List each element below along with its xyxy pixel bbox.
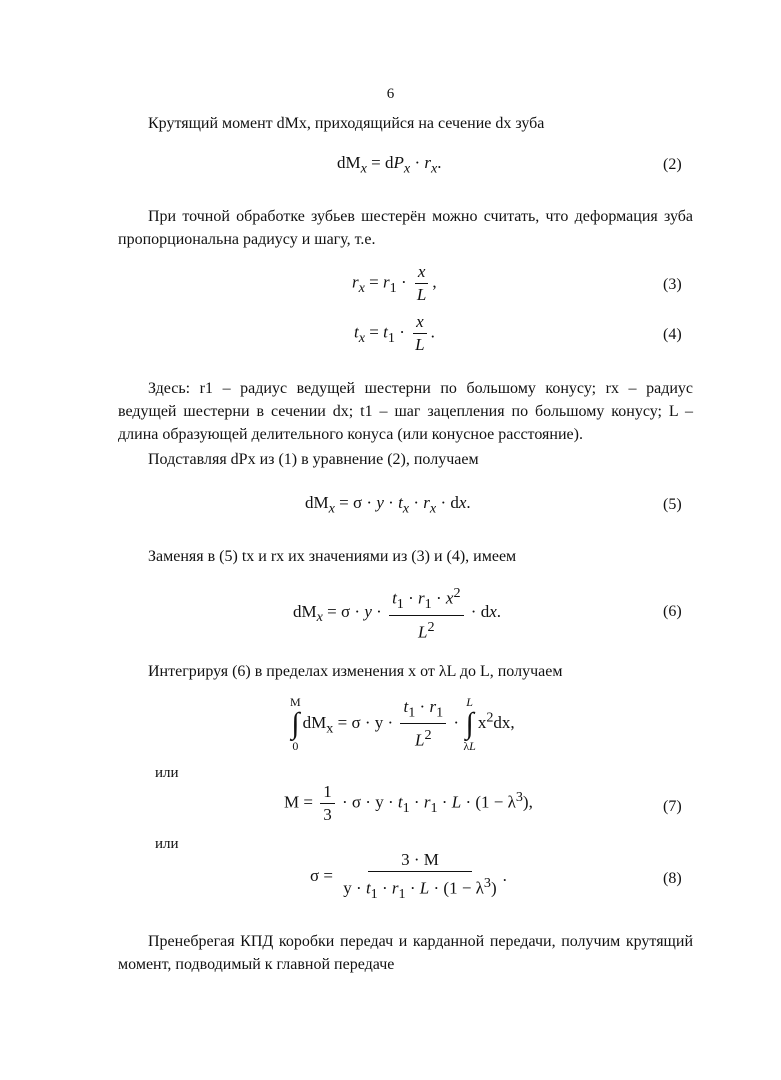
equation-7-number: (7) — [663, 798, 682, 815]
equation-5: $dM_x = \sigma \cdot y \cdot t_x \cdot r_x$ · dx. — [305, 493, 471, 517]
equation-4-number: (4) — [663, 326, 682, 343]
word-or-2: или — [155, 836, 179, 852]
equation-5-number: (5) — [663, 496, 682, 513]
equation-3: $r_x = r_1$ · $\frac{x}{L}$ , — [352, 262, 437, 304]
paragraph-substitute: Подставляя dPx из (1) в уравнение (2), получаем — [148, 451, 479, 468]
paragraph-neglect-efficiency: Пренебрегая КПД коробки передач и карданной передачи, получим крутящий момент, подводимый к главной передаче — [118, 933, 693, 973]
equation-2-number: (2) — [663, 156, 682, 173]
paragraph-deformation: При точной обработке зубьев шестерён можно считать, что деформация зуба пропорциональна радиусу и шагу, т.е. — [118, 208, 693, 248]
equation-integral: M ∫ 0 $dM_x = \sigma \cdot y$ · $\frac{t_1 \cdot r_1}{L^2}$ · L ∫ λL $x^2dx$, — [290, 695, 515, 753]
equation-6: $dM_x = \sigma \cdot y$ · $\frac{t_1 \cdot r_1 \cdot x^2}{L^2}$ · dx. — [293, 585, 502, 642]
paragraph-replace: Заменяя в (5) tx и rx их значениями из (3) и (4), имеем — [148, 548, 517, 565]
equation-8-number: (8) — [663, 870, 682, 887]
paragraph-integrate: Интегрируя (6) в пределах изменения x от λL до L, получаем — [148, 663, 563, 680]
equation-4: $t_x = t_1$ · $\frac{x}{L}$ . — [354, 312, 435, 354]
equation-3-number: (3) — [663, 276, 682, 293]
page-number: 6 — [386, 86, 395, 102]
word-or-1: или — [155, 765, 179, 781]
paragraph-definitions: Здесь: r1 – радиус ведущей шестерни по большому конусу; rx – радиус ведущей шестерни в сечении dx; t1 – шаг зацепления по большому конусу; L – длина образующей делительного конуса (или конусное расстояние). — [118, 380, 693, 443]
paragraph-torque-intro: Крутящий момент dMx, приходящийся на сечение dx зуба — [148, 115, 545, 132]
equation-7: M = $\frac{1}{3}$ · $\sigma \cdot y \cdot t_1 \cdot r_1 \cdot L \cdot (1 - \lambda^3)$, — [284, 782, 533, 824]
equation-8: σ = $\frac{3 \cdot M}{y \cdot t_1 \cdot r_1 \cdot L \cdot (1 - \lambda^3)}$ . — [310, 850, 507, 903]
equation-6-number: (6) — [663, 603, 682, 620]
equation-2: $dM_x = dP_x \cdot r_x$. — [337, 153, 442, 177]
